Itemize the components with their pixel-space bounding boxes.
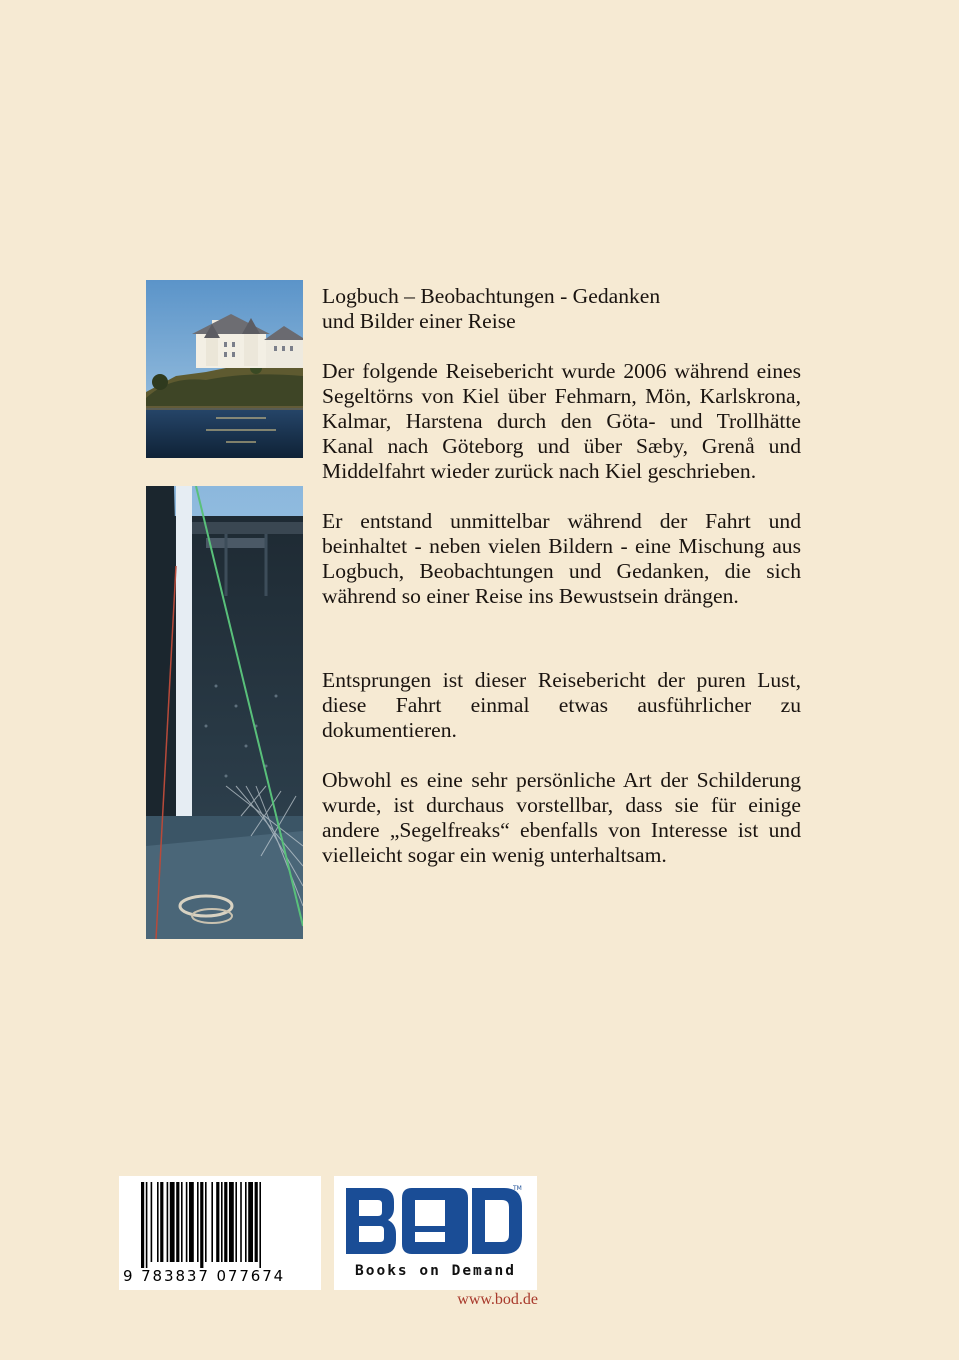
bod-logo-mark xyxy=(334,1176,537,1266)
paragraph-text: Er entstand unmittelbar während der Fahrt und beinhaltet - neben vielen Bildern - eine Mischung aus Logbuch, Beobachtungen und Gedanken, die sich während so einer Reise ins Bewustsein drängen. xyxy=(322,509,801,608)
barcode-bar xyxy=(235,1182,237,1262)
barcode-bar xyxy=(259,1182,261,1268)
bod-tagline: Books on Demand xyxy=(355,1263,516,1279)
bod-publisher-logo xyxy=(334,1176,537,1290)
paragraph-travel-route xyxy=(322,359,801,484)
barcode-bar xyxy=(189,1182,194,1262)
paragraph-text: Der folgende Reisebericht wurde 2006 während eines Segeltörns von Kiel über Fehmarn, Mön, Karlskrona, Kalmar, Harstena durch den Göta- und Trollhätte Kanal nach Göteborg und über Sæby, Grenå und Middelfahrt wieder zurück nach Kiel geschrieben. xyxy=(322,359,801,483)
publisher-url[interactable]: www.bod.de xyxy=(457,1291,538,1308)
barcode-bar xyxy=(157,1182,159,1262)
barcode-bar xyxy=(141,1182,144,1268)
canal-lock-photo xyxy=(146,486,303,939)
barcode-bar xyxy=(167,1182,169,1262)
barcode-bar xyxy=(181,1182,183,1262)
castle-photo xyxy=(146,280,303,458)
barcode-bar xyxy=(248,1182,253,1262)
paragraph-text: Entsprungen ist dieser Reisebericht der puren Lust, diese Fahrt einmal etwas ausführlicher zu dokumentieren. xyxy=(322,668,801,742)
barcode-bar xyxy=(197,1182,199,1262)
barcode-bar xyxy=(200,1182,203,1268)
barcode-bar xyxy=(240,1182,242,1262)
isbn-barcode xyxy=(119,1176,321,1290)
barcode-bar xyxy=(160,1182,163,1262)
barcode-bar xyxy=(211,1182,213,1262)
barcode-bar xyxy=(229,1182,234,1262)
subtitle-line-2: und Bilder einer Reise xyxy=(322,309,516,333)
subtitle-line-1: Logbuch – Beobachtungen - Gedanken xyxy=(322,284,661,308)
blurb-text xyxy=(322,284,801,893)
barcode-bar xyxy=(186,1182,188,1262)
barcode-bar xyxy=(176,1182,179,1262)
paragraph-motivation xyxy=(322,668,801,743)
barcode-bar xyxy=(255,1182,258,1262)
paragraph-text: Obwohl es eine sehr persönliche Art der Schilderung wurde, ist durchaus vorstellbar, dass sie für einige andere „Segelfreaks“ ebenfalls von Interesse ist und vielleicht sogar ein wenig unterhaltsam. xyxy=(322,768,801,867)
barcode-bar xyxy=(224,1182,227,1262)
barcode-bar xyxy=(151,1182,153,1262)
isbn-number: 9 783837 077674 xyxy=(123,1267,286,1285)
book-subtitle xyxy=(322,284,801,334)
barcode-bar xyxy=(146,1182,148,1268)
paragraph-audience xyxy=(322,768,801,868)
barcode-bar xyxy=(205,1182,207,1262)
barcode-bar xyxy=(216,1182,219,1262)
barcode-bar xyxy=(245,1182,247,1262)
paragraph-content-description xyxy=(322,509,801,609)
trademark-symbol: TM xyxy=(513,1185,522,1192)
barcode-bar xyxy=(170,1182,175,1262)
barcode-bar xyxy=(221,1182,223,1262)
